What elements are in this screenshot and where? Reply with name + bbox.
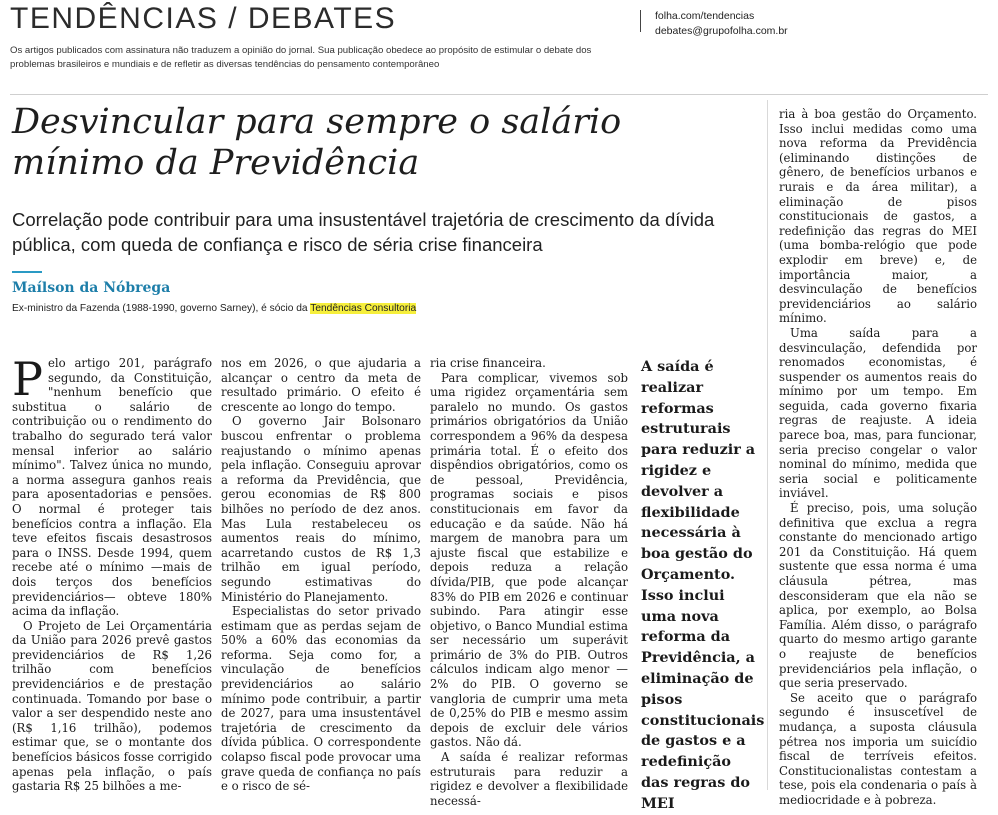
paragraph: Especialistas do setor privado estimam que as perdas sejam de 50% a 60% das economias da reforma. Seja como for, a vinculação de benefícios previdenciários ao salário mínimo pode contribuir, a partir de 2027, para uma insustentável trajetória de crescimento da dívida pública. O correspondente colapso fiscal pode provocar uma grave queda de confiança no país e o risco de sé-	[221, 604, 421, 794]
paragraph-text: elo artigo 201, parágrafo segundo, da Constituição, "nenhum benefício que substitua o salário de contribuição ou o rendimento do trabalho do segurado terá valor mensal inferior ao salário mínimo". Talvez única no mundo, a norma assegura ganhos reais para aposentadorias e pensões. O normal é proteger tais benefícios contra a inflação. Ela teve efeitos fiscais desastrosos para o INSS. Desde 1994, quem recebe até o mínimo —mais de dois terços dos benefícios previdenciários— obteve 180% acima da inflação.	[12, 356, 212, 619]
article-headline: Desvincular para sempre o salário mínimo da Previdência	[12, 102, 622, 183]
article-deck: Correlação pode contribuir para uma insustentável trajetória de crescimento da dívida pública, com queda de confiança e risco de séria crise financeira	[12, 209, 715, 255]
author-name: Maílson da Nóbrega	[12, 280, 171, 296]
paragraph	[12, 352, 212, 619]
author-bio	[12, 303, 416, 314]
section-title: TENDÊNCIAS / DEBATES	[10, 2, 397, 35]
paragraph: Uma saída para a desvinculação, defendida por renomados economistas, é suspender os aumentos reais do mínimo por um tempo. Em seguida, cada governo fixaria regras de reajuste. A ideia parece boa, mas, para funcionar, seria preciso congelar o valor nominal do mínimo, medida que seria social e politicamente inviável.	[779, 325, 977, 501]
paragraph: É preciso, pois, uma solução definitiva que exclua a regra constante do mencionado artigo 201 da Constituição. Há quem sustente que essa norma é uma cláusula pétrea, mas desconsideram que ela não se aplica, por exemplo, ao Bolsa Família. Além disso, o parágrafo quarto do mesmo artigo garante o reajuste de benefícios previdenciários pela inflação, o que seria preservado.	[779, 501, 977, 691]
contact-url[interactable]: folha.com/tendencias	[655, 10, 755, 22]
article-column-2	[221, 356, 421, 794]
drop-cap: P	[12, 352, 43, 406]
editorial-disclaimer: Os artigos publicados com assinatura não traduzem a opinião do jornal. Sua publicação obedece ao propósito de estimular o debate dos problemas brasileiros e mundiais e de refletir as diversas tendências do pensamento contemporâneo	[10, 45, 592, 70]
contact-block	[655, 9, 788, 39]
header-divider	[640, 10, 641, 32]
article-column-4	[779, 107, 977, 808]
contact-email[interactable]: debates@grupofolha.com.br	[655, 25, 788, 37]
author-accent-rule	[12, 271, 42, 273]
column-divider	[767, 100, 768, 790]
paragraph: A saída é realizar reformas estruturais para reduzir a rigidez e devolver a flexibilidade necessá-	[430, 750, 628, 808]
pull-quote: A saída é realizar reformas estruturais para reduzir a rigidez e devolver a flexibilidade necessária à boa gestão do Orçamento. Isso inclui uma nova reforma da Previdência, a eliminação de pisos constitucionais de gastos e a redefinição das regras do MEI	[641, 358, 765, 812]
article-column-1	[12, 352, 212, 794]
author-bio-text: Ex-ministro da Fazenda (1988-1990, governo Sarney), é sócio da	[12, 303, 311, 314]
paragraph: nos em 2026, o que ajudaria a alcançar o centro da meta de resultado primário. O efeito é crescente ao longo do tempo.	[221, 356, 421, 414]
paragraph: O Projeto de Lei Orçamentária da União para 2026 prevê gastos previdenciários de R$ 1,26 trilhão com benefícios previdenciários e de prestação continuada. Tomando por base o valor a ser despendido neste ano (R$ 1,16 trilhão), podemos estimar que, se o montante dos benefícios básicos fosse corrigido apenas pela inflação, o país gastaria R$ 25 bilhões a me-	[12, 618, 212, 794]
header-rule	[10, 94, 988, 95]
paragraph: O governo Jair Bolsonaro buscou enfrentar o problema reajustando o mínimo apenas pela inflação. Conseguiu aprovar a reforma da Previdência, que gerou economias de R$ 800 bilhões no período de dez anos. Mas Lula restabeleceu os aumentos reais do mínimo, acarretando custos de R$ 1,3 trilhão em igual período, segundo estimativas do Ministério do Planejamento.	[221, 414, 421, 604]
paragraph: Se aceito que o parágrafo segundo é insuscetível de mudança, a suposta cláusula pétrea nos imporia um suicídio fiscal de terríveis efeitos. Constitucionalistas contestam a tese, pois ela condenaria o país à mediocridade e à pobreza.	[779, 690, 977, 807]
author-bio-highlight: Tendências Consultoria	[310, 303, 417, 314]
article-column-3	[430, 356, 628, 808]
paragraph: Para complicar, vivemos sob uma rigidez orçamentária sem paralelo no mundo. Os gastos primários obrigatórios da União correspondem a 96% da despesa primária total. É o efeito dos dispêndios obrigatórios, como os de pessoal, Previdência, programas sociais e pisos constitucionais em favor da educação e da saúde. Não há margem de manobra para um ajuste fiscal que estabilize e depois reduza a relação dívida/PIB, que pode alcançar 83% do PIB em 2026 e continuar subindo. Para atingir esse objetivo, o Banco Mundial estima ser necessário um superávit primário de 3% do PIB. Outros cálculos indicam algo menor —2% do PIB. O governo se vangloria de cumprir uma meta de 0,25% do PIB e mesmo assim depois de excluir dele vários gastos. Não dá.	[430, 370, 628, 750]
paragraph: ria crise financeira.	[430, 356, 546, 370]
paragraph: ria à boa gestão do Orçamento. Isso inclui medidas como uma nova reforma da Previdência (eliminando distinções de gênero, de benefícios urbanos e rurais e da área militar), a eliminação de pisos constitucionais de gastos, a redefinição das regras do MEI (uma bomba-relógio que pode explodir em breve) e, de importância maior, a desvinculação de benefícios previdenciários ao salário mínimo.	[779, 107, 977, 326]
